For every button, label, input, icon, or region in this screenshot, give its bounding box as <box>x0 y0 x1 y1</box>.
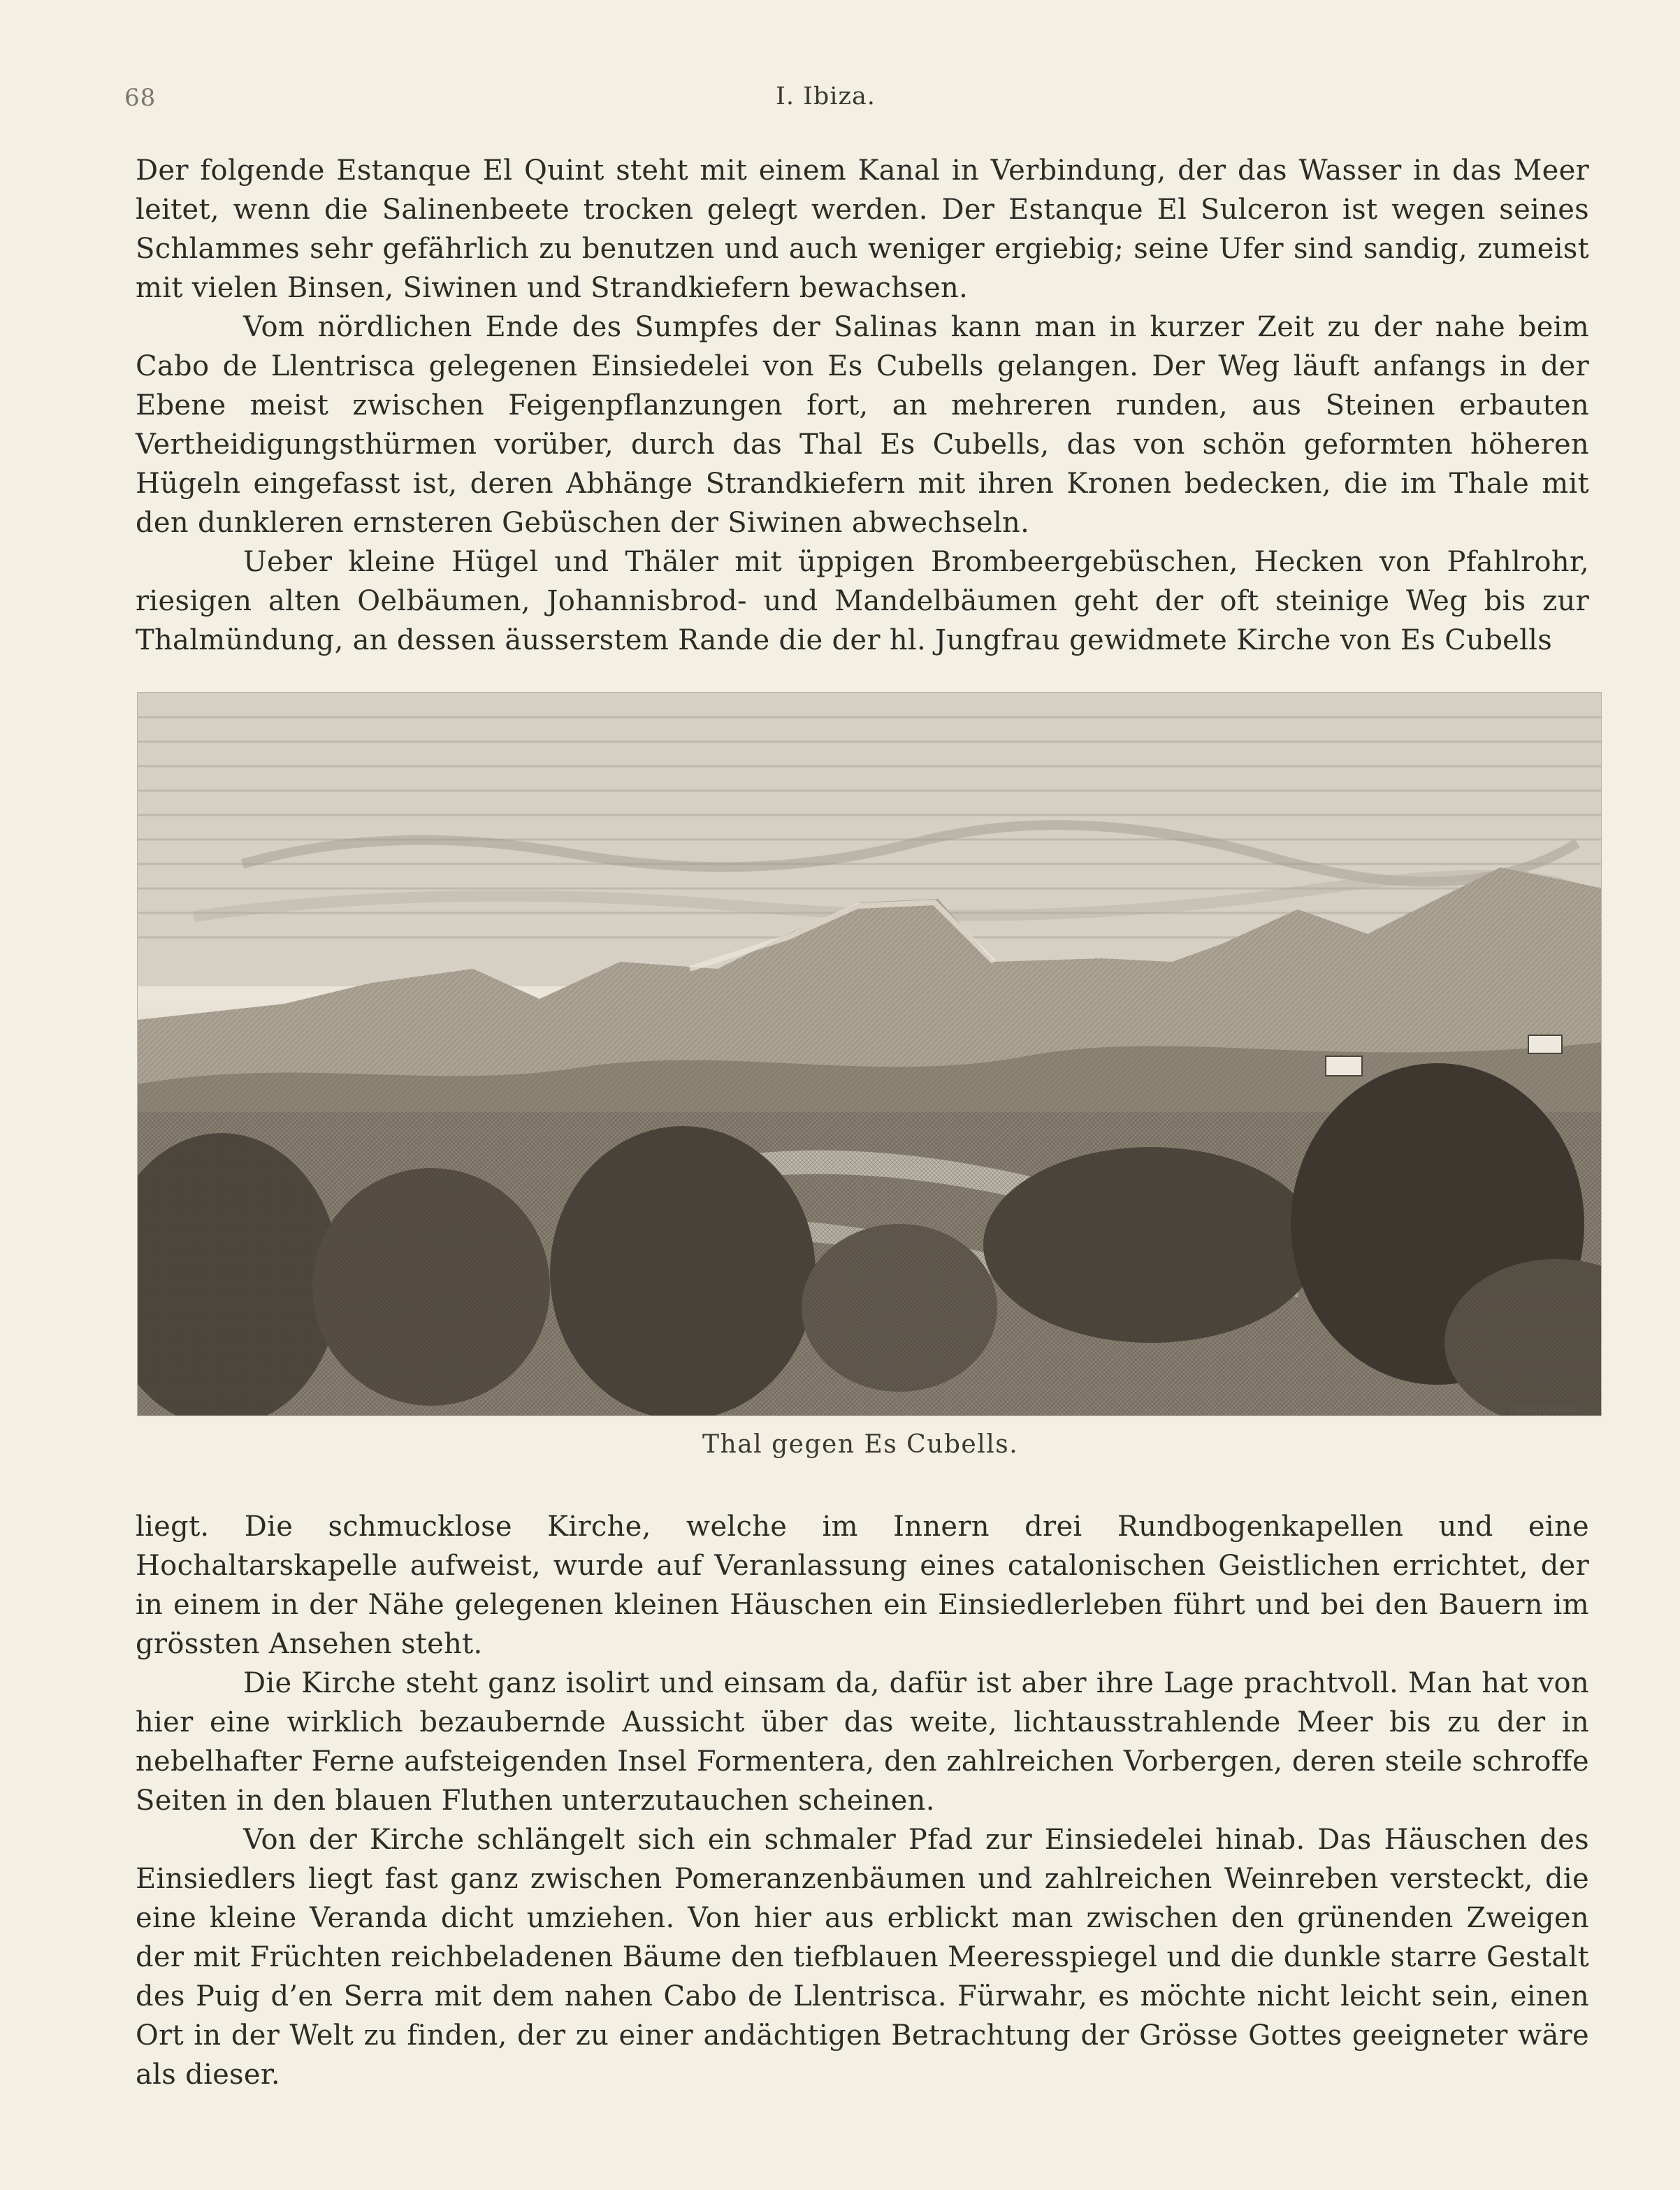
page-number: 68 <box>124 84 157 112</box>
paragraph-salinas-route: Vom nördlichen Ende des Sumpfes der Salinas kann man in kurzer Zeit zu der nahe beim Cabo de Llentrisca gelegenen Einsiedelei von Es Cubells gelangen. Der Weg läuft anfangs in der Ebene meist zwischen Feigenpflanzungen fort, an mehreren runden, aus Steinen erbauten Vertheidigungsthürmen vorüber, durch das Thal Es Cubells, das von schön geformten höheren Hügeln eingefasst ist, deren Abhänge Strandkiefern mit ihren Kronen bedecken, die im Thale mit den dunkleren ernsteren Gebüschen der Siwinen abwechseln. <box>136 311 1589 539</box>
paragraph-estanque: Der folgende Estanque El Quint steht mit einem Kanal in Verbindung, der das Wasser in das Meer leitet, wenn die Salinenbeete trocken gelegt werden. Der Estanque El Sulceron ist wegen seines Schlammes sehr gefährlich zu benutzen und auch weniger ergiebig; seine Ufer sind sandig, zumeist mit vielen Binsen, Siwinen und Strandkiefern bewachsen. <box>136 154 1589 304</box>
foreground-shrubs <box>138 1063 1602 1416</box>
text-block-top <box>136 151 1589 660</box>
engraving-illustration <box>137 692 1602 1416</box>
engraver-credit: F.KRETCHMER <box>1509 1405 1578 1414</box>
figure-caption: Thal gegen Es Cubells. <box>702 1430 1019 1459</box>
text-block-bottom <box>136 1507 1589 2094</box>
paragraph-hills-path: Ueber kleine Hügel und Thäler mit üppigen Brombeergebüschen, Hecken von Pfahlrohr, riesigen alten Oelbäumen, Johannisbrod- und Mandelbäumen geht der oft steinige Weg bis zur Thalmündung, an dessen äusserstem Rande die der hl. Jungfrau gewidmete Kirche von Es Cubells <box>136 546 1589 656</box>
paragraph-hermitage: Von der Kirche schlängelt sich ein schmaler Pfad zur Einsiedelei hinab. Das Häuschen des Einsiedlers liegt fast ganz zwischen Pomeranzenbäumen und zahlreichen Weinreben versteckt, die eine kleine Veranda dicht umziehen. Von hier aus erblickt man zwischen den grünenden Zweigen der mit Früchten reichbeladenen Bäume den tiefblauen Meeresspiegel und die dunkle starre Gestalt des Puig d’en Serra mit dem nahen Cabo de Llentrisca. Fürwahr, es möchte nicht leicht sein, einen Ort in der Welt zu finden, der zu einer andächtigen Betrachtung der Grösse Gottes geeigneter wäre als dieser. <box>136 1824 1589 2091</box>
paragraph-church-location: Die Kirche steht ganz isolirt und einsam da, dafür ist aber ihre Lage prachtvoll. Man hat von hier eine wirklich bezaubernde Aussicht über das weite, lichtausstrahlende Meer bis zu der in nebelhafter Ferne aufsteigenden Insel Formentera, den zahlreichen Vorbergen, deren steile schroffe Seiten in den blauen Fluthen unterzutauchen scheinen. <box>136 1667 1589 1817</box>
running-title: I. Ibiza. <box>776 82 876 110</box>
paragraph-church-description: liegt. Die schmucklose Kirche, welche im Innern drei Rundbogenkapellen und eine Hochaltarskapelle aufweist, wurde auf Veranlassung eines catalonischen Geistlichen errichtet, der in einem in der Nähe gelegenen kleinen Häuschen ein Einsiedlerleben führt und bei den Bauern im grössten Ansehen steht. <box>136 1511 1589 1660</box>
